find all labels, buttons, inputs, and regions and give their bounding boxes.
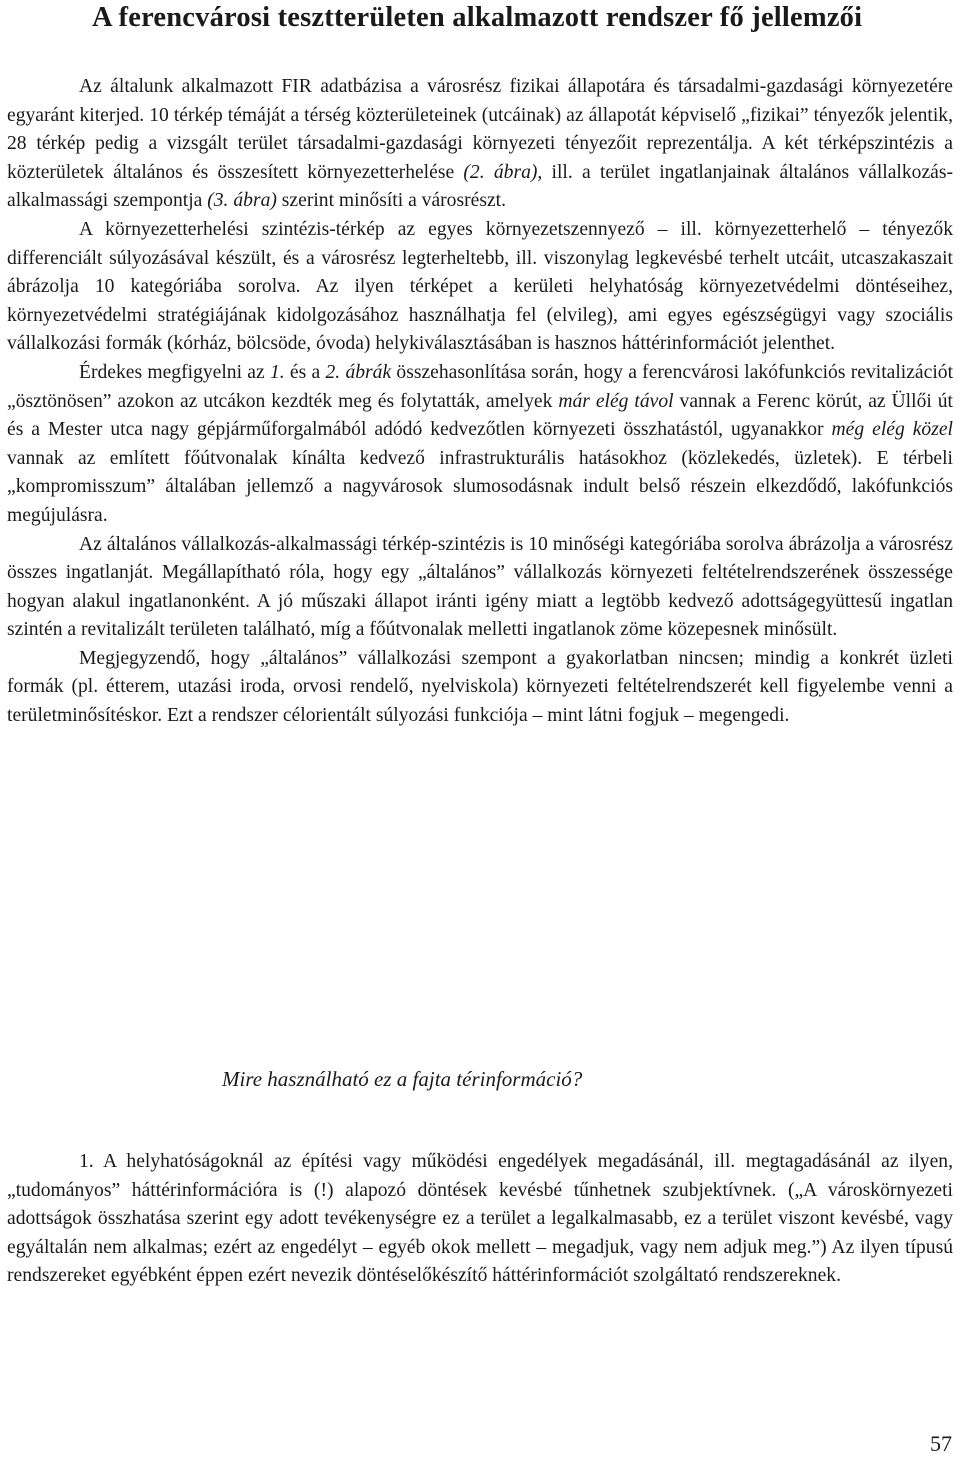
text-run: Megjegyzendő, hogy „általános” vállalkozási szempont a gyakorlatban nincsen; mindig a konkrét üzleti formák (pl. étterem, utazási iroda, orvosi rendelő, nyelviskola) környezeti feltételrendszerét kell figyelembe venni a területminősítéskor. Ezt a rendszer célorientált súlyozási funkciója – mint látni fogjuk – megengedi. <box>7 647 953 727</box>
paragraph-5 <box>7 645 953 731</box>
paragraph-3 <box>7 359 953 531</box>
text-run: Az általános vállalkozás-alkalmassági térkép-szintézis is 10 minőségi kategóriába sorolva ábrázolja a városrész összes ingatlanját. Megállapítható róla, hogy egy „általános” vállalkozás környezeti feltételrendszerének összessége hogyan alakul ingatlanonként. A jó műszaki állapot iránti igény miatt a legtöbb kedvező adottságegyüttesű ingatlan szintén a revitalizált területen található, míg a főútvonalak melletti ingatlanok zöme közepesnek minősült. <box>7 533 953 641</box>
figure-reference: (3. ábra) <box>207 190 277 212</box>
paragraph-2 <box>7 216 953 359</box>
figure-reference: 2. ábrák <box>325 361 392 383</box>
text-run: Az általunk alkalmazott FIR adatbázisa a városrész fizikai állapotára és társadalmi-gazdasági környezetére egyaránt kiterjed. 10 térkép témáját a térség közterületeinek (utcáinak) az állapotát képviselő „fizikai” tényezők jelentik, 28 térkép pedig a vizsgált terület társadalmi-gazdasági környezeti tényezőit reprezentálja. A két térképszintézis a közterületek általános és összesített környezetterhelése <box>7 76 953 183</box>
section-title: A ferencvárosi tesztterületen alkalmazott rendszer fő jellemzői <box>92 2 863 33</box>
figure-reference: (2. ábra), <box>463 161 543 183</box>
text-run: A környezetterhelési szintézis-térkép az egyes környezetszennyező – ill. környezetterhelő – tényezők differenciált súlyozásával készült, és a városrész legterheltebb, ill. viszonylag legkevésbé terhelt utcáit, utcaszakaszait ábrázolja 10 kategóriába sorolva. Az ilyen térképet a kerületi helyhatóság környezetvédelmi döntéseihez, környezetvédelmi stratégiájának kidolgozásához használhatja fel (elvileg), ami egyes egészségügyi vagy szociális vállalkozási formák (kórház, bölcsöde, óvoda) helykiválasztásában is hasznos háttérinformációt jelenthet. <box>7 218 953 355</box>
list-item: 1. A helyhatóságoknál az építési vagy működési engedélyek megadásánál, ill. megtagadásánál az ilyen, „tudományos” háttérinformációra is (!) alapozó döntések kevésbé tűnhetnek szubjektívnek. („A városkörnyezeti adottságok összhatása szerint egy adott tevékenységre ez a terület a legalkalmasabb, ez a terület viszont kevésbé, vagy egyáltalán nem alkalmas; ezért az engedélyt – egyéb okok mellett – megadjuk, vagy nem adjuk meg.”) Az ilyen típusú rendszereket egyébként éppen ezért nevezik döntéselőkészítő háttérinformációt szolgáltató rendszereknek. <box>7 1151 953 1287</box>
text-run: és a <box>284 361 326 383</box>
paragraph-1 <box>7 73 953 216</box>
text-run: vannak a Ferenc körút, az Üllői út és a Mester utca nagy gépjárműforgalmából adódó kedvezőtlen környezeti összhatástól, ugyanakkor <box>7 390 953 441</box>
text-run: ill. a terület ingatlanjainak általános vállalkozás-alkalmassági szempontja <box>7 161 953 212</box>
body-text <box>7 73 953 731</box>
text-run: vannak az említett főútvonalak kínálta kedvező infrastrukturális hatásokhoz (közlekedés, üzletek). E térbeli „kompromisszum” általában jellemző a nagyvárosok slumosodásnak indult belső részein elkezdődő, lakófunkciós megújulásra. <box>7 447 953 526</box>
text-run: szerint minősíti a városrészt. <box>276 190 506 212</box>
figure-reference: 1. <box>269 361 285 383</box>
emphasis: még elég közel <box>831 419 953 441</box>
paragraph-4 <box>7 531 953 645</box>
page-number: 57 <box>930 1431 952 1456</box>
emphasis: már elég távol <box>558 390 674 412</box>
subheading: Mire használható ez a fajta térinformáció? <box>222 1067 583 1091</box>
text-run: Érdekes megfigyelni az <box>79 361 270 383</box>
numbered-list <box>7 1148 953 1291</box>
text-run: összehasonlítása során, hogy a ferencvárosi lakófunkciós revitalizációt „ösztönösen” azokon az utcákon kezdték meg és folytatták, amelyek <box>7 361 954 412</box>
